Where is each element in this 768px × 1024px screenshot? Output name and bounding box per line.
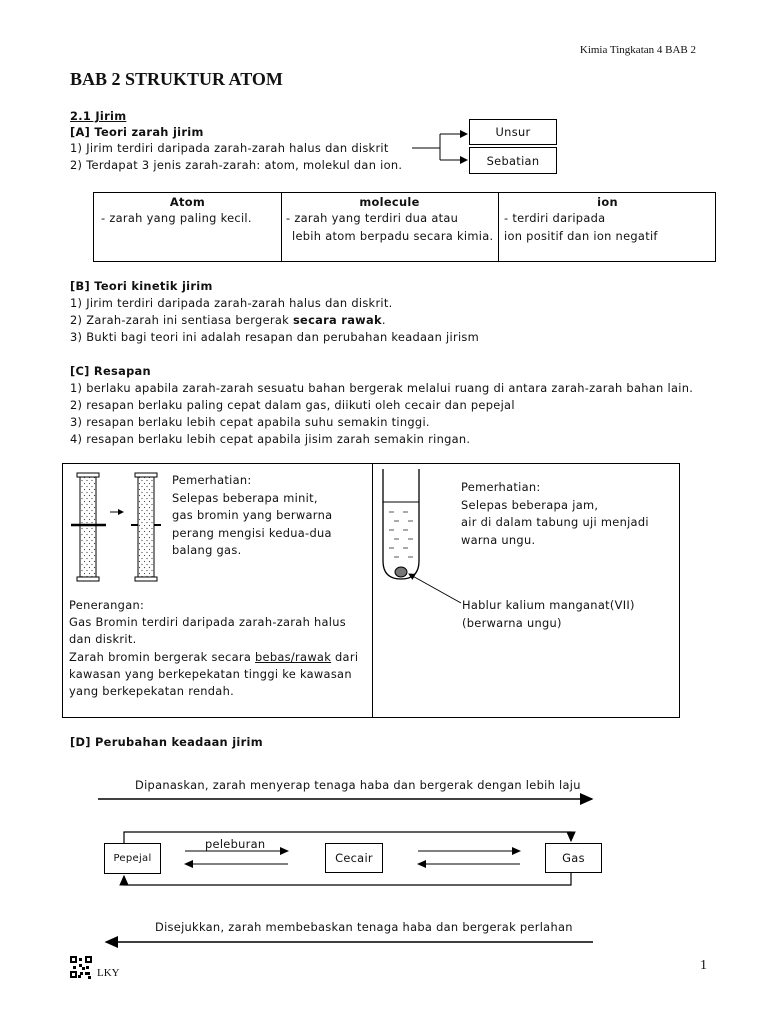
subsection-c-heading: [C] Resapan [70,364,151,378]
table-header-atom: Atom [169,195,206,209]
text-line: 1) berlaku apabila zarah-zarah sesuatu bahan bergerak melalui ruang di antara zarah-zarah bahan lain. [70,381,694,395]
author-label: LKY [97,967,120,979]
text-line: 4) resapan berlaku lebih cepat apabila jisim zarah semakin ringan. [70,432,471,446]
text-line: 1) Jirim terdiri daripada zarah-zarah halus dan diskrit. [70,296,393,310]
subsection-b-heading: [B] Teori kinetik jirim [70,279,213,293]
right-observation: Pemerhatian: Selepas beberapa jam, air di dalam tabung uji menjadi warna ungu. [461,480,649,547]
cooling-caption: Disejukkan, zarah membebaskan tenaga haba dan bergerak perlahan [155,920,573,934]
table-header-ion: ion [597,195,618,209]
table-cell: - terdiri daripada [504,211,606,225]
crystal-label: Hablur kalium manganat(VII) (berwarna ungu) [462,598,635,630]
subsection-a-heading: [A] Teori zarah jirim [70,125,204,139]
table-header-molecule: molecule [359,195,420,209]
sebatian-box: Sebatian [469,147,557,174]
liquid-box: Cecair [325,843,383,873]
unsur-box: Unsur [469,119,557,145]
heating-caption: Dipanaskan, zarah menyerap tenaga haba dan bergerak dengan lebih laju [135,778,581,792]
text-line: 3) resapan berlaku lebih cepat apabila suhu semakin tinggi. [70,415,430,429]
gas-box: Gas [545,843,602,873]
table-cell: ion positif dan ion negatif [504,229,658,243]
text-line: 2) Zarah-zarah ini sentiasa bergerak secara rawak. [70,313,386,327]
table-cell: - zarah yang terdiri dua atau [286,211,459,225]
section-2-1-heading: 2.1 Jirim [70,109,127,123]
table-cell: - zarah yang paling kecil. [101,211,252,225]
text-line: 3) Bukti bagi teori ini adalah resapan dan perubahan keadaan jirism [70,330,480,344]
left-explanation: Penerangan: Gas Bromin terdiri daripada zarah-zarah halus dan diskrit. Zarah bromin bergerak secara bebas/rawak dari kawasan yang berkepekatan tinggi ke kawasan yang berkepekatan rendah. [69,598,359,699]
page-number: 1 [700,958,707,973]
melting-label: peleburan [205,837,266,851]
emphasis-text: secara rawak [292,313,382,327]
running-header: Kimia Tingkatan 4 BAB 2 [579,44,696,56]
table-cell: lebih atom berpadu secara kimia. [292,229,494,243]
text-line: 2) resapan berlaku paling cepat dalam gas, diikuti oleh cecair dan pepejal [70,398,515,412]
solid-box: Pepejal [104,843,161,874]
subsection-d-heading: [D] Perubahan keadaan jirim [70,735,263,749]
text-line: 2) Terdapat 3 jenis zarah-zarah: atom, molekul dan ion. [70,158,403,172]
page-title: BAB 2 STRUKTUR ATOM [70,69,283,89]
left-observation: Pemerhatian: Selepas beberapa minit, gas bromin yang berwarna perang mengisi kedua-dua balang gas. [172,473,333,557]
text-line: 1) Jirim terdiri daripada zarah-zarah halus dan diskrit [70,141,389,155]
